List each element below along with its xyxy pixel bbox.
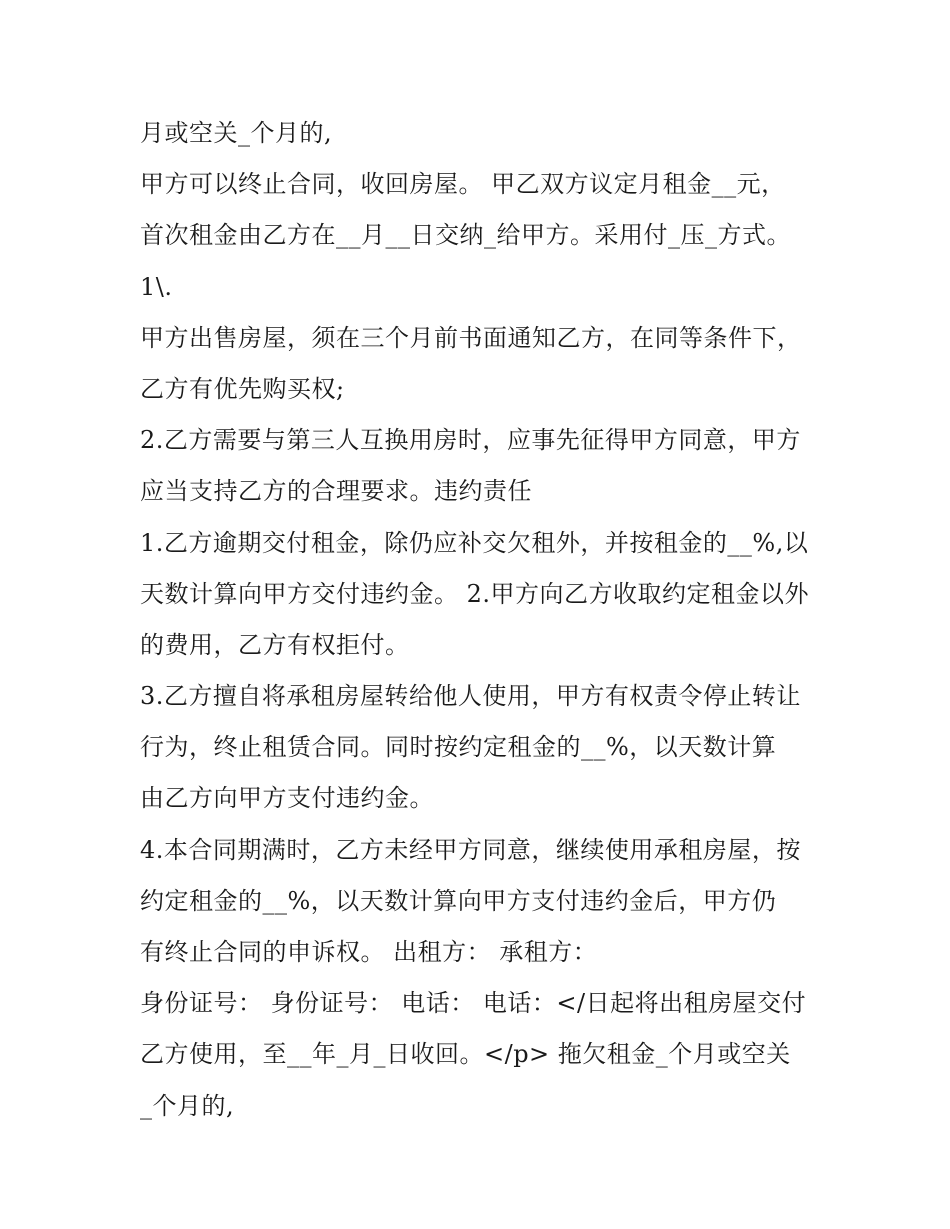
text-line: 月或空关_个月的, [140,119,333,147]
text-line: 行为，终止租赁合同。同时按约定租金的__%，以天数计算 [140,733,777,762]
text-line: 3.乙方擅自将承租房屋转给他人使用，甲方有权责令停止转让 [140,682,801,711]
text-line: 乙方有优先购买权; [140,374,345,403]
text-line: 约定租金的__%，以天数计算向甲方支付违约金后，甲方仍 [140,886,777,915]
text-line: 天数计算向甲方交付违约金。 2.甲方向乙方收取约定租金以外 [140,579,810,608]
text-line: 的费用，乙方有权拒付。 [140,630,410,659]
text-line: 首次租金由乙方在__月__日交纳_给甲方。采用付_压_方式。 [140,221,791,250]
text-line: 1\. [140,272,173,301]
text-line: 甲方出售房屋，须在三个月前书面通知乙方，在同等条件下， [140,323,802,352]
text-line: _个月的, [140,1091,235,1120]
text-line: 甲方可以终止合同，收回房屋。 甲乙双方议定月租金__元， [140,170,786,199]
text-line: 2.乙方需要与第三人互换用房时，应事先征得甲方同意，甲方 [140,426,801,455]
document-body [140,108,820,1132]
text-line: 应当支持乙方的合理要求。违约责任 [140,477,532,506]
text-line: 1.乙方逾期交付租金，除仍应补交欠租外，并按租金的__%,以 [140,528,809,557]
text-line: 身份证号： 身份证号： 电话： 电话：</日起将出租房屋交付 [140,989,807,1018]
text-line: 乙方使用，至__年_月_日收回。</p> 拖欠租金_个月或空关 [140,1040,791,1069]
text-line: 4.本合同期满时，乙方未经甲方同意，继续使用承租房屋，按 [140,835,801,864]
text-line: 由乙方向甲方支付违约金。 [140,784,434,813]
text-line: 有终止合同的申诉权。 出租方： 承租方： [140,938,598,966]
